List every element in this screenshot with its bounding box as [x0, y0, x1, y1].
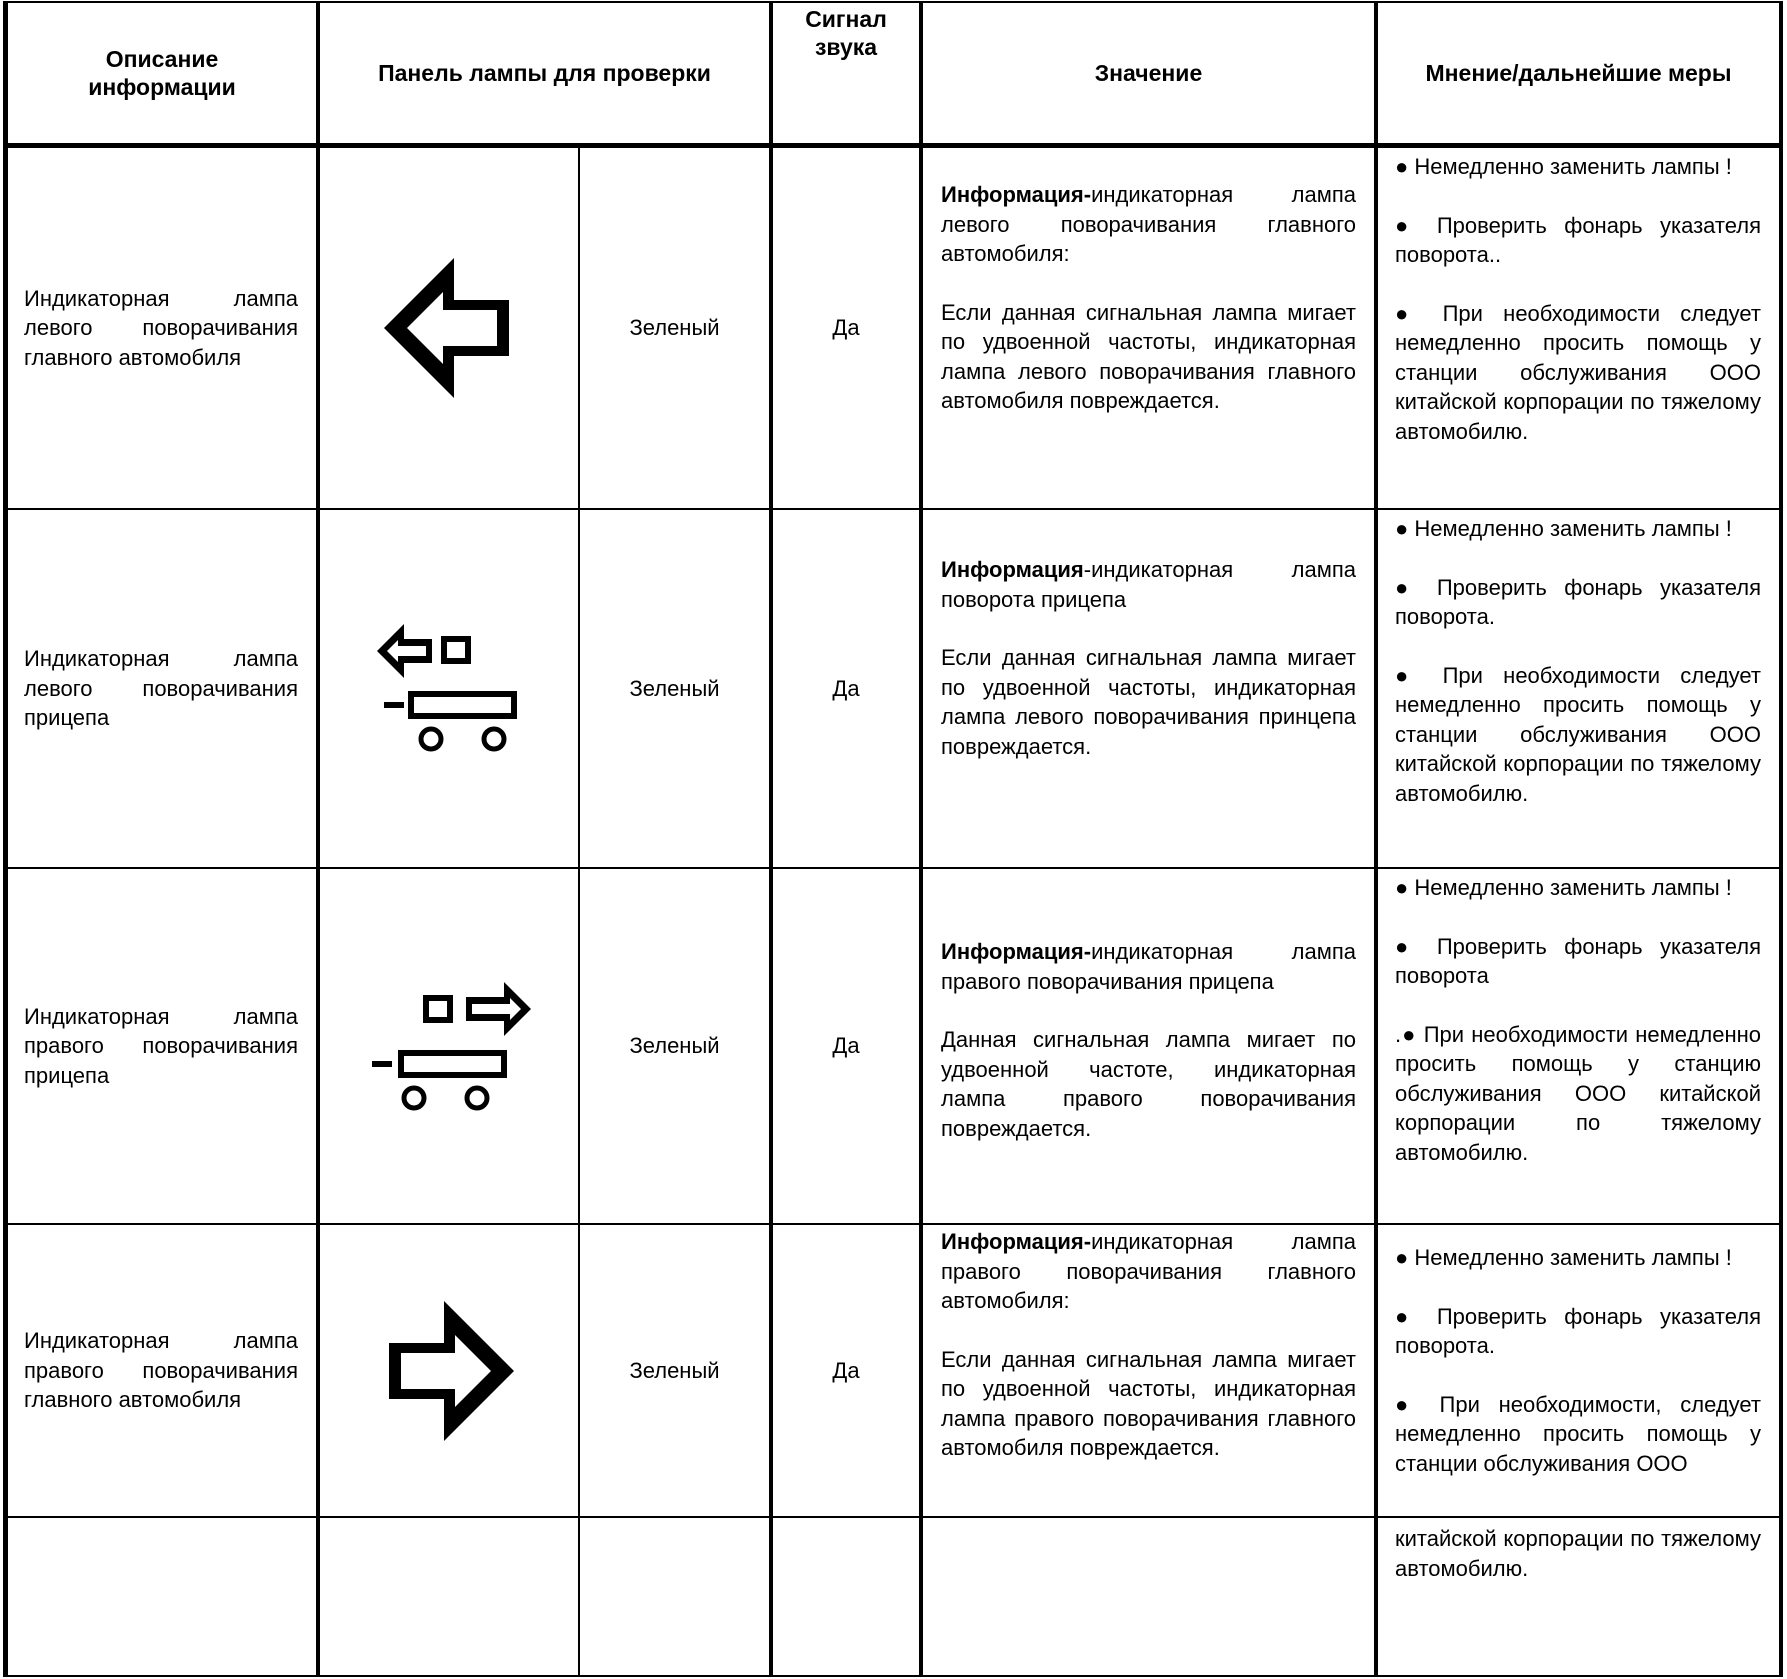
row-description: Индикаторная лампа левого поворачивания главного автомобиля — [24, 285, 298, 370]
row-description: Индикаторная лампа левого поворачивания прицепа — [24, 646, 298, 731]
row-description: Индикаторная лампа правого поворачивания главного автомобиля — [24, 1328, 298, 1413]
meaning-bold-label: Информация- — [941, 1229, 1092, 1254]
meaning-bold-label: Информация — [941, 557, 1084, 582]
action-item: ● При необходимости, следует немедленно просить помощь у станции обслуживания ООО — [1395, 1391, 1761, 1476]
meaning-line: индикаторная лампа правого поворачивания главного автомобиля: — [941, 1229, 1356, 1313]
action-item: китайской корпорации по тяжелому автомобилю. — [1395, 1526, 1761, 1581]
meaning-text — [923, 510, 1374, 867]
header-description: Описание информации — [88, 46, 236, 100]
action-item: ● Проверить фонарь указателя поворота.. — [1395, 212, 1761, 267]
row-description: Индикаторная лампа правого поворачивания прицепа — [24, 1003, 298, 1088]
action-item: ● При необходимости следует немедленно просить помощь у станции обслуживания ООО китайской корпорации по тяжелому автомобилю. — [1395, 662, 1761, 806]
meaning-line: -индикаторная лампа поворота прицепа — [941, 557, 1356, 612]
meaning-line: индикаторная лампа левого поворачивания главного автомобиля: — [941, 182, 1356, 266]
right-turn-arrow-icon — [320, 1225, 578, 1516]
header-sound: Сигнал звука — [805, 6, 887, 60]
action-item: ● Проверить фонарь указателя поворота — [1395, 933, 1761, 988]
actions-text-continuation — [1378, 1518, 1779, 1675]
sound-signal: Да — [832, 1033, 860, 1058]
lamp-color: Зеленый — [629, 675, 720, 701]
meaning-detail: Если данная сигнальная лампа мигает по удвоенной частоты, индикаторная лампа левого поворачивания главного автомобиля повреждается. — [941, 299, 1356, 413]
lamp-color: Зеленый — [629, 1033, 720, 1058]
action-item: ● Немедленно заменить лампы ! — [1395, 1245, 1732, 1270]
sound-signal: Да — [832, 1357, 860, 1383]
actions-text — [1378, 869, 1779, 1223]
actions-text — [1378, 510, 1779, 867]
meaning-detail: Данная сигнальная лампа мигает по удвоенной частоте, индикаторная лампа правого поворачивания повреждается. — [941, 1027, 1356, 1141]
actions-text — [1378, 1225, 1779, 1516]
meaning-text — [923, 1225, 1374, 1516]
action-item: ● Немедленно заменить лампы ! — [1395, 516, 1732, 541]
meaning-line: индикаторная лампа правого поворачивания прицепа — [941, 939, 1356, 994]
sound-signal: Да — [832, 675, 860, 701]
action-item: ● Проверить фонарь указателя поворота. — [1395, 574, 1761, 629]
lamp-color: Зеленый — [629, 315, 720, 340]
header-panel: Панель лампы для проверки — [378, 60, 711, 86]
action-item: ● Немедленно заменить лампы ! — [1395, 154, 1732, 179]
lamp-color: Зеленый — [629, 1357, 720, 1383]
table-border-bottom — [3, 1675, 1783, 1677]
trailer-left-turn-icon — [320, 510, 578, 867]
table-border-right — [1779, 2, 1783, 1677]
meaning-bold-label: Информация- — [941, 939, 1092, 964]
meaning-detail: Если данная сигнальная лампа мигает по удвоенной частоты, индикаторная лампа левого поворачивания принцепа повреждается. — [941, 645, 1356, 759]
action-item: .● При необходимости немедленно просить помощь у станцию обслуживания ООО китайской корпорации по тяжелому автомобилю. — [1395, 1021, 1761, 1165]
actions-text — [1378, 148, 1779, 508]
action-item: ● Немедленно заменить лампы ! — [1395, 875, 1732, 900]
meaning-detail: Если данная сигнальная лампа мигает по удвоенной частоты, индикаторная лампа правого поворачивания главного автомобиля повреждается. — [941, 1346, 1356, 1460]
meaning-text — [923, 869, 1374, 1223]
header-actions: Мнение/дальнейшие меры — [1425, 60, 1732, 86]
action-item: ● При необходимости следует немедленно просить помощь у станции обслуживания ООО китайской корпорации по тяжелому автомобилю. — [1395, 300, 1761, 444]
header-meaning: Значение — [1094, 60, 1203, 86]
meaning-bold-label: Информация- — [941, 182, 1092, 207]
action-item: ● Проверить фонарь указателя поворота. — [1395, 1303, 1761, 1358]
sound-signal: Да — [832, 315, 860, 340]
left-turn-arrow-icon — [320, 148, 578, 508]
trailer-right-turn-icon — [320, 869, 578, 1223]
meaning-text — [923, 148, 1374, 508]
